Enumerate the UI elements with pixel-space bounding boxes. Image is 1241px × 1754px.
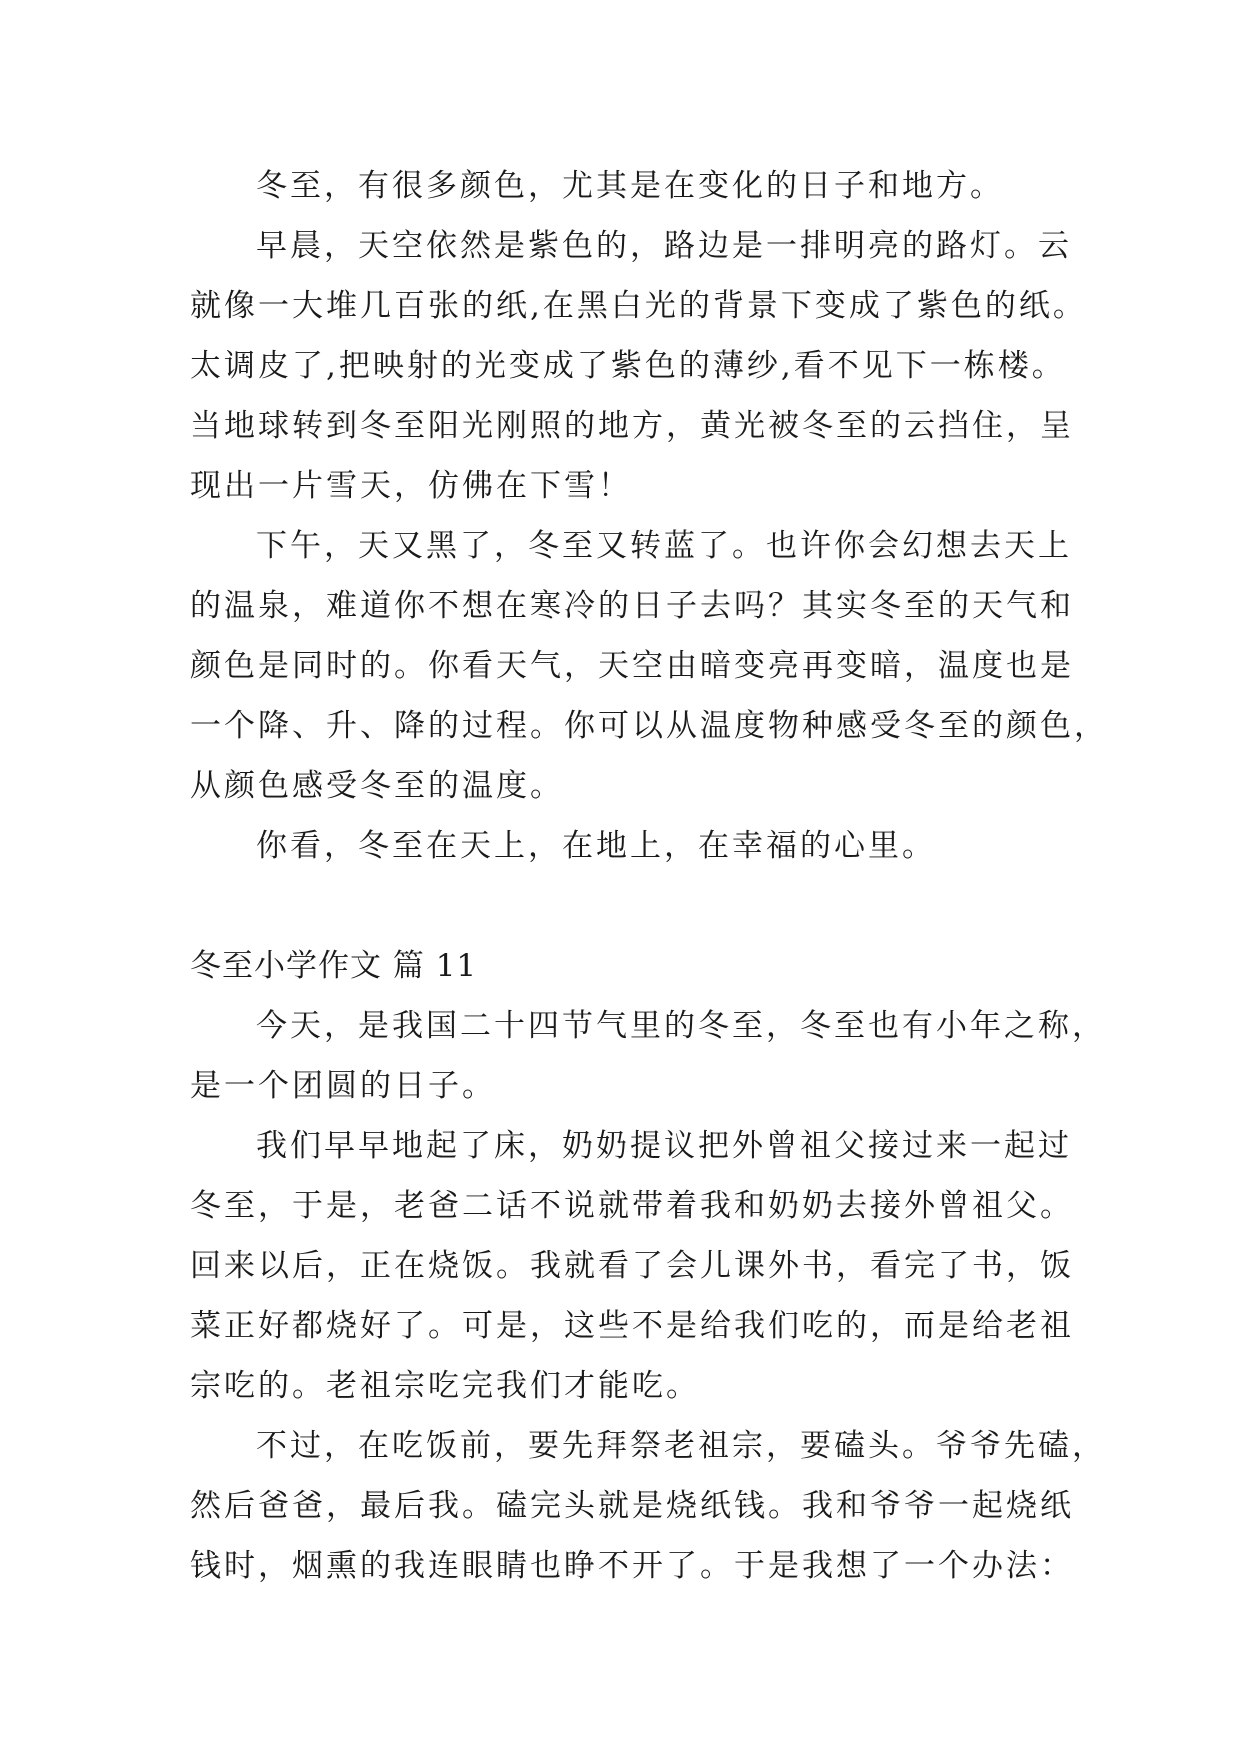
paragraph-line: 冬至，于是，老爸二话不说就带着我和奶奶去接外曾祖父。 bbox=[190, 1188, 1074, 1224]
paragraph-line: 太调皮了,把映射的光变成了紫色的薄纱,看不见下一栋楼。 bbox=[190, 348, 1066, 384]
paragraph-line: 早晨，天空依然是紫色的，路边是一排明亮的路灯。云 bbox=[256, 228, 1072, 264]
paragraph-line: 钱时，烟熏的我连眼睛也睁不开了。于是我想了一个办法： bbox=[190, 1548, 1074, 1584]
paragraph-line: 你看，冬至在天上，在地上，在幸福的心里。 bbox=[256, 828, 936, 864]
paragraph-line: 不过，在吃饭前，要先拜祭老祖宗，要磕头。爷爷先磕， bbox=[256, 1428, 1106, 1464]
paragraph-line: 然后爸爸，最后我。磕完头就是烧纸钱。我和爷爷一起烧纸 bbox=[190, 1488, 1074, 1524]
paragraph-line: 从颜色感受冬至的温度。 bbox=[190, 768, 564, 804]
paragraph-line: 宗吃的。老祖宗吃完我们才能吃。 bbox=[190, 1368, 700, 1404]
section-heading: 冬至小学作文 篇 11 bbox=[190, 948, 478, 984]
paragraph-line: 冬至，有很多颜色，尤其是在变化的日子和地方。 bbox=[256, 168, 1004, 204]
paragraph-line: 今天，是我国二十四节气里的冬至，冬至也有小年之称， bbox=[256, 1008, 1106, 1044]
paragraph-line: 一个降、升、降的过程。你可以从温度物种感受冬至的颜色， bbox=[190, 708, 1108, 744]
paragraph-line: 是一个团圆的日子。 bbox=[190, 1068, 496, 1104]
paragraph-line: 当地球转到冬至阳光刚照的地方，黄光被冬至的云挡住，呈 bbox=[190, 408, 1074, 444]
paragraph-line: 下午，天又黑了，冬至又转蓝了。也许你会幻想去天上 bbox=[256, 528, 1072, 564]
paragraph-line: 回来以后，正在烧饭。我就看了会儿课外书，看完了书，饭 bbox=[190, 1248, 1074, 1284]
paragraph-line: 就像一大堆几百张的纸,在黑白光的背景下变成了紫色的纸。 bbox=[190, 288, 1087, 324]
paragraph-line: 我们早早地起了床，奶奶提议把外曾祖父接过来一起过 bbox=[256, 1128, 1072, 1164]
paragraph-line: 现出一片雪天，仿佛在下雪！ bbox=[190, 468, 632, 504]
paragraph-line: 的温泉，难道你不想在寒冷的日子去吗？其实冬至的天气和 bbox=[190, 588, 1074, 624]
paragraph-line: 菜正好都烧好了。可是，这些不是给我们吃的，而是给老祖 bbox=[190, 1308, 1074, 1344]
paragraph-line: 颜色是同时的。你看天气，天空由暗变亮再变暗，温度也是 bbox=[190, 648, 1074, 684]
